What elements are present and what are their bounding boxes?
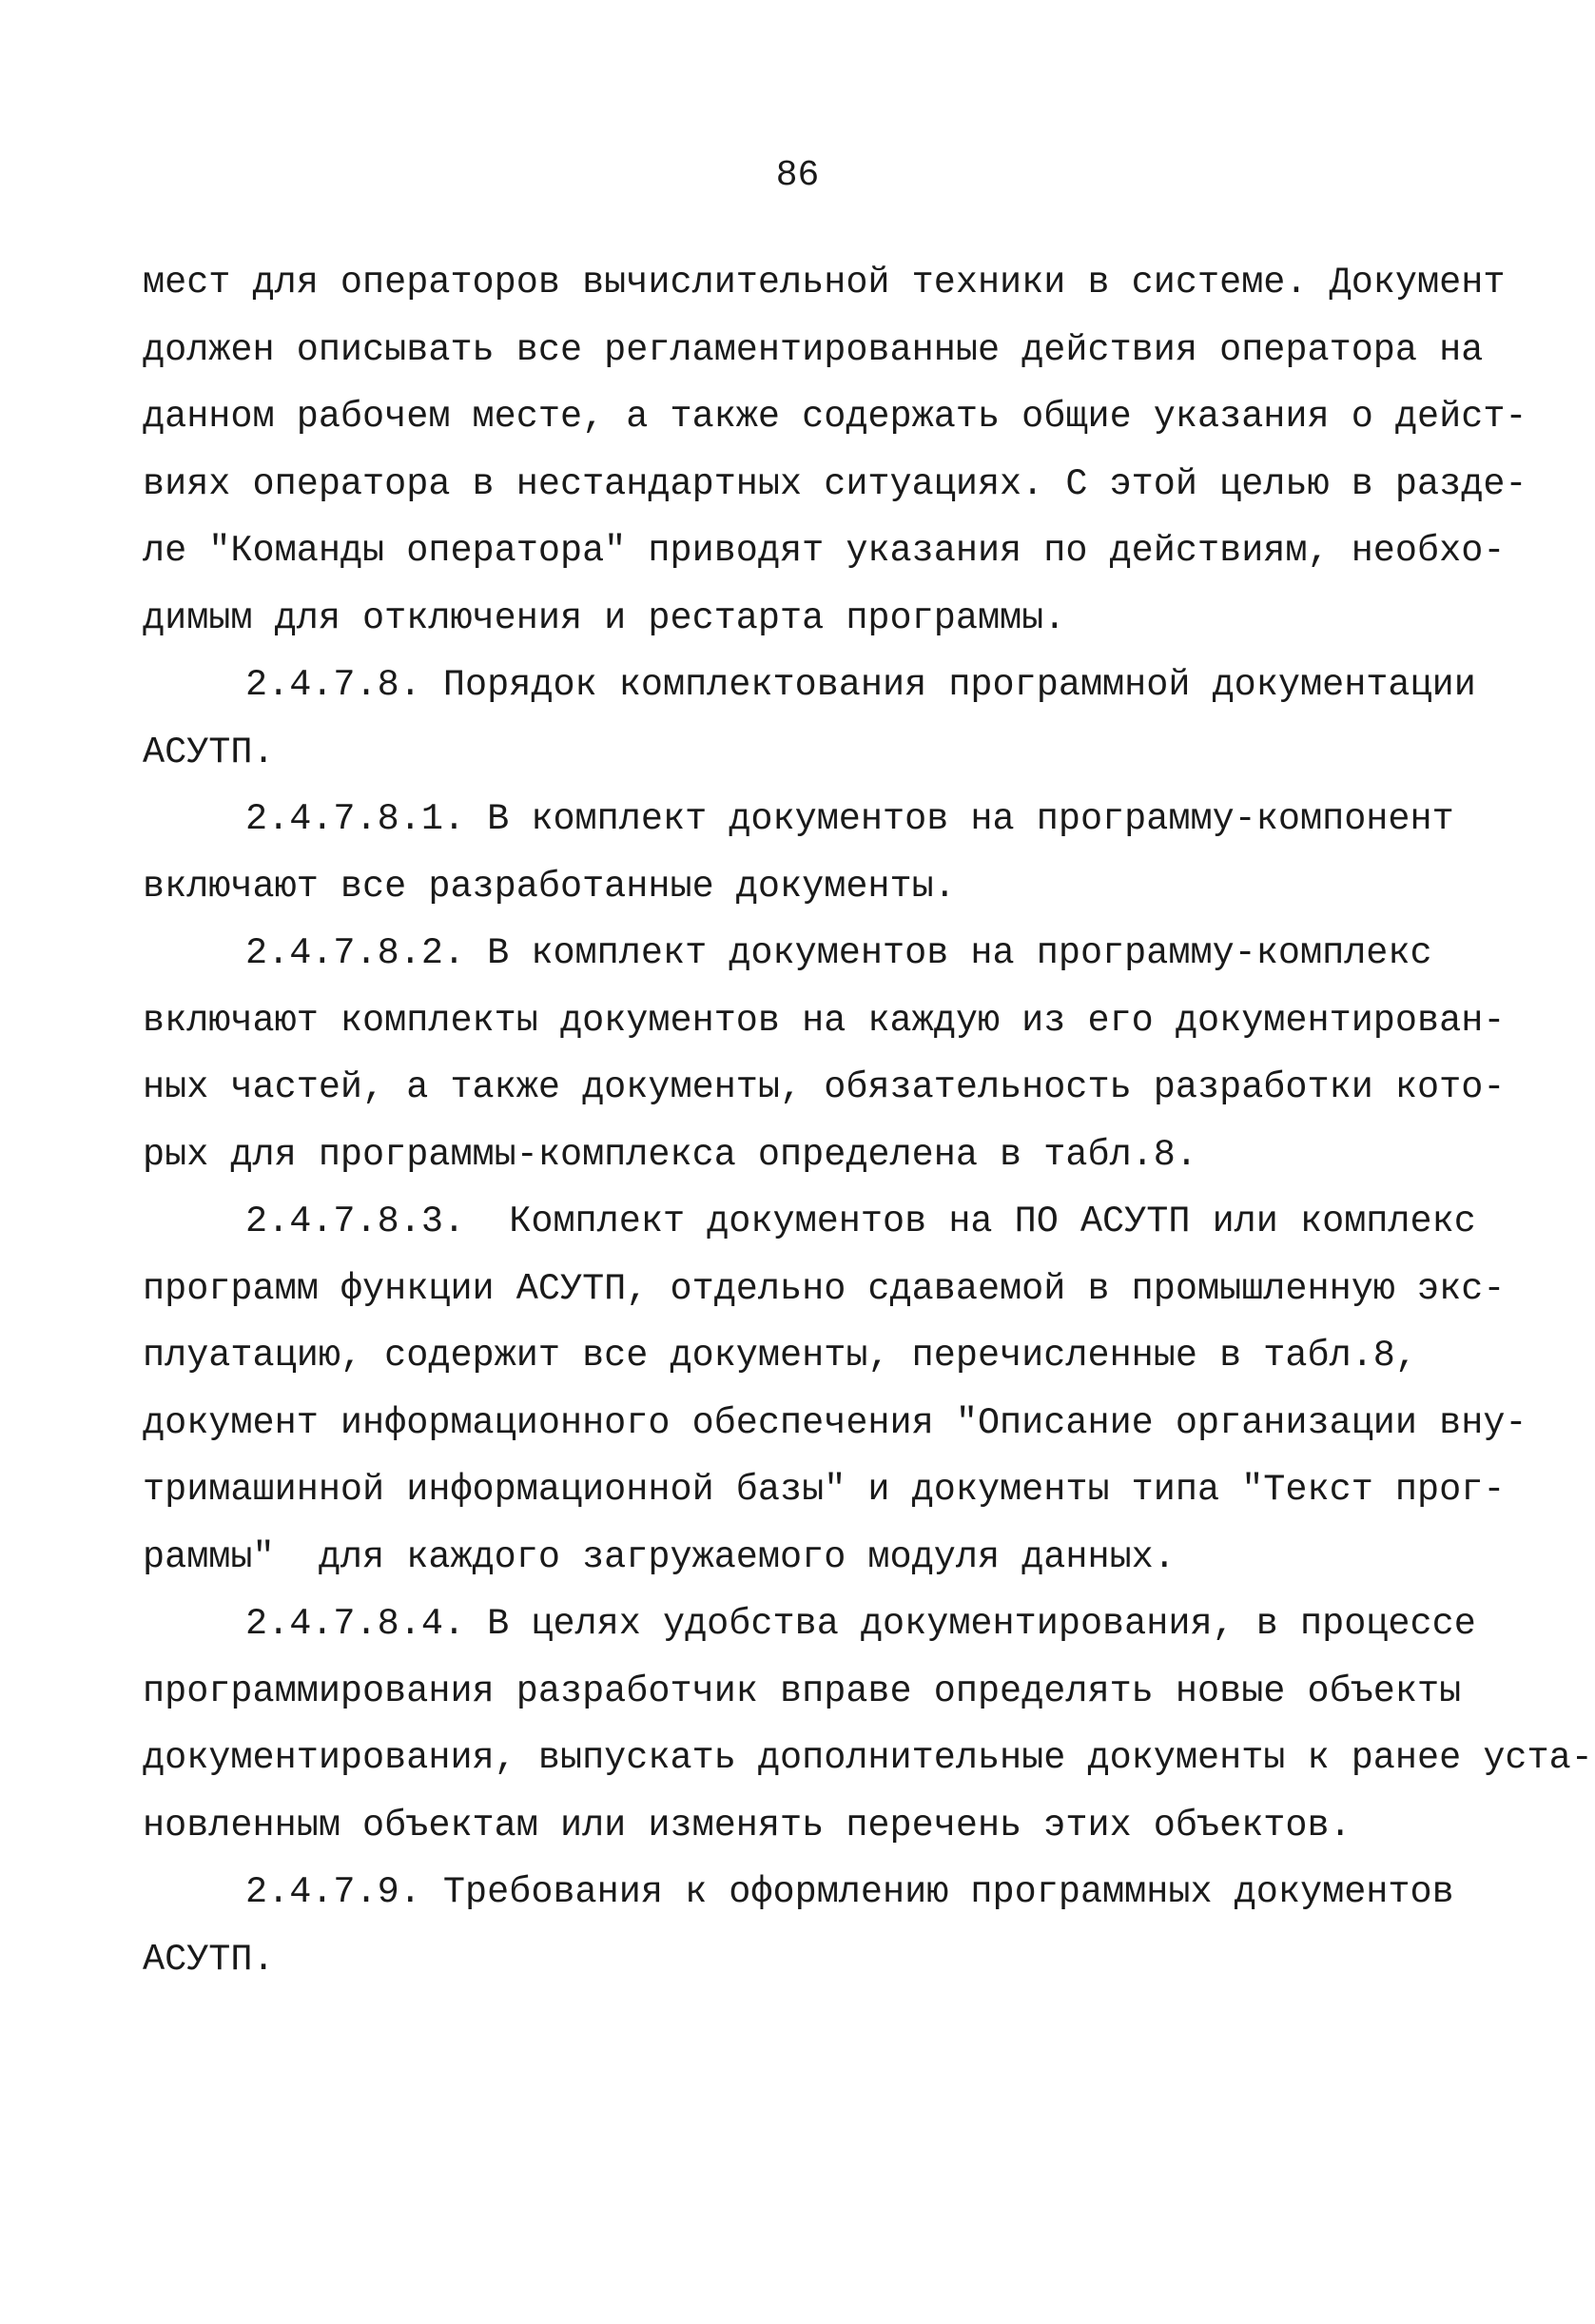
text-line: тримашинной информационной базы" и документы типа "Текст прог-: [143, 1469, 1506, 1511]
page-number: 86: [775, 155, 820, 196]
text-line: раммы" для каждого загружаемого модуля данных.: [143, 1535, 1176, 1578]
text-line: включают комплекты документов на каждую из его документирован-: [143, 999, 1506, 1042]
text-line: 2.4.7.8.2. В комплект документов на программу-комплекс: [245, 932, 1432, 974]
text-line: мест для операторов вычислительной техники в системе. Документ: [143, 262, 1506, 303]
text-line: 2.4.7.8. Порядок комплектования программной документации: [245, 664, 1476, 706]
text-line: данном рабочем месте, а также содержать общие указания о дейст-: [143, 396, 1527, 438]
text-line: ле "Команды оператора" приводят указания по действиям, необхо-: [143, 530, 1506, 572]
text-line: включают все разработанные документы.: [143, 865, 956, 908]
text-line: 2.4.7.9. Требования к оформлению программных документов: [245, 1871, 1454, 1913]
text-line: программирования разработчик вправе определять новые объекты: [143, 1670, 1462, 1712]
text-line: программ функции АСУТП, отдельно сдаваемой в промышленную экс-: [143, 1267, 1506, 1310]
text-line: рых для программы-комплекса определена в табл.8.: [143, 1133, 1197, 1176]
text-line: ных частей, а также документы, обязательность разработки кото-: [143, 1066, 1506, 1108]
text-line: 2.4.7.8.4. В целях удобства документирования, в процессе: [245, 1603, 1476, 1645]
body-text: [143, 249, 1593, 1993]
text-line: виях оператора в нестандартных ситуациях. С этой целью в разде-: [143, 462, 1527, 505]
text-line: должен описывать все регламентированные действия оператора на: [143, 328, 1484, 371]
text-line: плуатацию, содержит все документы, перечисленные в табл.8,: [143, 1335, 1418, 1377]
text-line: димым для отключения и рестарта программы.: [143, 596, 1066, 639]
text-line: документ информационного обеспечения "Описание организации вну-: [143, 1401, 1527, 1444]
text-line: документирования, выпускать дополнительные документы к ранее уста-: [143, 1737, 1593, 1779]
text-line: 2.4.7.8.3. Комплект документов на ПО АСУТП или комплекс: [245, 1201, 1476, 1242]
text-line: новленным объектам или изменять перечень этих объектов.: [143, 1804, 1352, 1846]
text-line: 2.4.7.8.1. В комплект документов на программу-компонент: [245, 798, 1454, 840]
text-line: АСУТП.: [143, 1938, 275, 1981]
text-line: АСУТП.: [143, 731, 275, 773]
